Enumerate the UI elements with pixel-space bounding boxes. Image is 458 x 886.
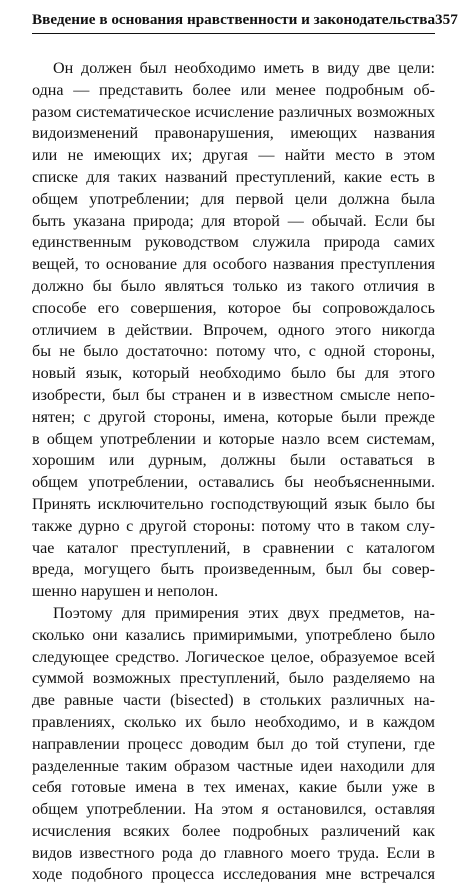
header-rule <box>32 33 435 34</box>
text-line: вреда, могущего быть произведенным, был бы совер- <box>32 561 435 579</box>
page-number: 357 <box>435 11 458 28</box>
text-line: новый язык, который необходимо было бы для этого <box>32 365 435 383</box>
text-line: или не имеющих их; другая — найти место в этом <box>32 147 435 165</box>
text-line: ходе подобного процесса исследования мне встречался <box>32 866 435 884</box>
text-line: исчисления всяких более подробных различений как <box>32 822 435 840</box>
text-line: также дурно с другой стороны: потому что в таком слу- <box>32 517 435 535</box>
text-line: должно бы было являться только из такого отличия в <box>32 277 435 295</box>
text-line: видоизменений правонарушения, имеющих названия <box>32 125 435 143</box>
text-line: общем употреблении; для первой цели должна была <box>32 190 435 208</box>
text-line: две равные части (bisected) в стольких различных на- <box>32 692 435 710</box>
text-line: правлениях, сколько их было необходимо, и в каждом <box>32 713 435 731</box>
text-line: списке для таких названий преступлений, какие есть в <box>32 168 435 186</box>
text-line: Принять исключительно господствующий язык было бы <box>32 495 435 513</box>
running-head-title: Введение в основания нравственности и законодательства <box>32 11 436 28</box>
text-line: видов известного рода до главного моего труда. Если в <box>32 844 435 862</box>
text-line: отличием в действии. Впрочем, одного этого никогда <box>32 321 435 339</box>
text-line: вещей, то основание для особого названия преступления <box>32 256 435 274</box>
text-line: направлении процесс доводим был до той ступени, где <box>32 735 435 753</box>
text-line: суммой возможных преступлений, было разделяемо на <box>32 670 435 688</box>
text-line: хорошим или дурным, должны были оставаться в <box>32 452 435 470</box>
text-line: в общем употреблении и которые назло всем системам, <box>32 430 435 448</box>
paragraph-1 <box>32 58 435 603</box>
text-line: общем употреблении. На этом я остановился, оставляя <box>32 801 435 819</box>
text-line: бы не было достаточно: потому что, с одной стороны, <box>32 343 435 361</box>
text-line: чае каталог преступлений, в сравнении с каталогом <box>32 539 435 557</box>
text-line: нятен; с другой стороны, имена, которые были прежде <box>32 408 435 426</box>
text-line: одна — представить более или менее подробным об- <box>32 81 435 99</box>
body-text <box>32 58 435 886</box>
text-line: шенно нарушен и неполон. <box>32 583 219 601</box>
text-line: единственным руководством служила природа самих <box>32 234 435 252</box>
text-line: разом систематическое исчисление различных возможных <box>32 103 435 121</box>
text-line: себя готовые имена в тех именах, какие были уже в <box>32 779 435 797</box>
text-line: Поэтому для примирения этих двух предметов, на- <box>53 604 435 622</box>
text-line: сколько они казались примиримыми, употреблено было <box>32 626 435 644</box>
text-line: Он должен был необходимо иметь в виду две цели: <box>53 60 435 77</box>
text-line: следующее средство. Логическое целое, образуемое всей <box>32 648 435 666</box>
text-line: общем употреблении, оставались бы необъясненными. <box>32 474 435 492</box>
text-line: способе его совершения, которое бы сопровождалось <box>32 299 435 317</box>
running-head <box>32 10 458 30</box>
text-line: изобрести, был бы странен и в известном смысле непо- <box>32 386 435 404</box>
paragraph-2 <box>32 603 435 886</box>
text-line: разделенные таким образом частные идеи находили для <box>32 757 435 775</box>
text-line: быть указана природа; для второй — обычай. Если бы <box>32 212 435 230</box>
